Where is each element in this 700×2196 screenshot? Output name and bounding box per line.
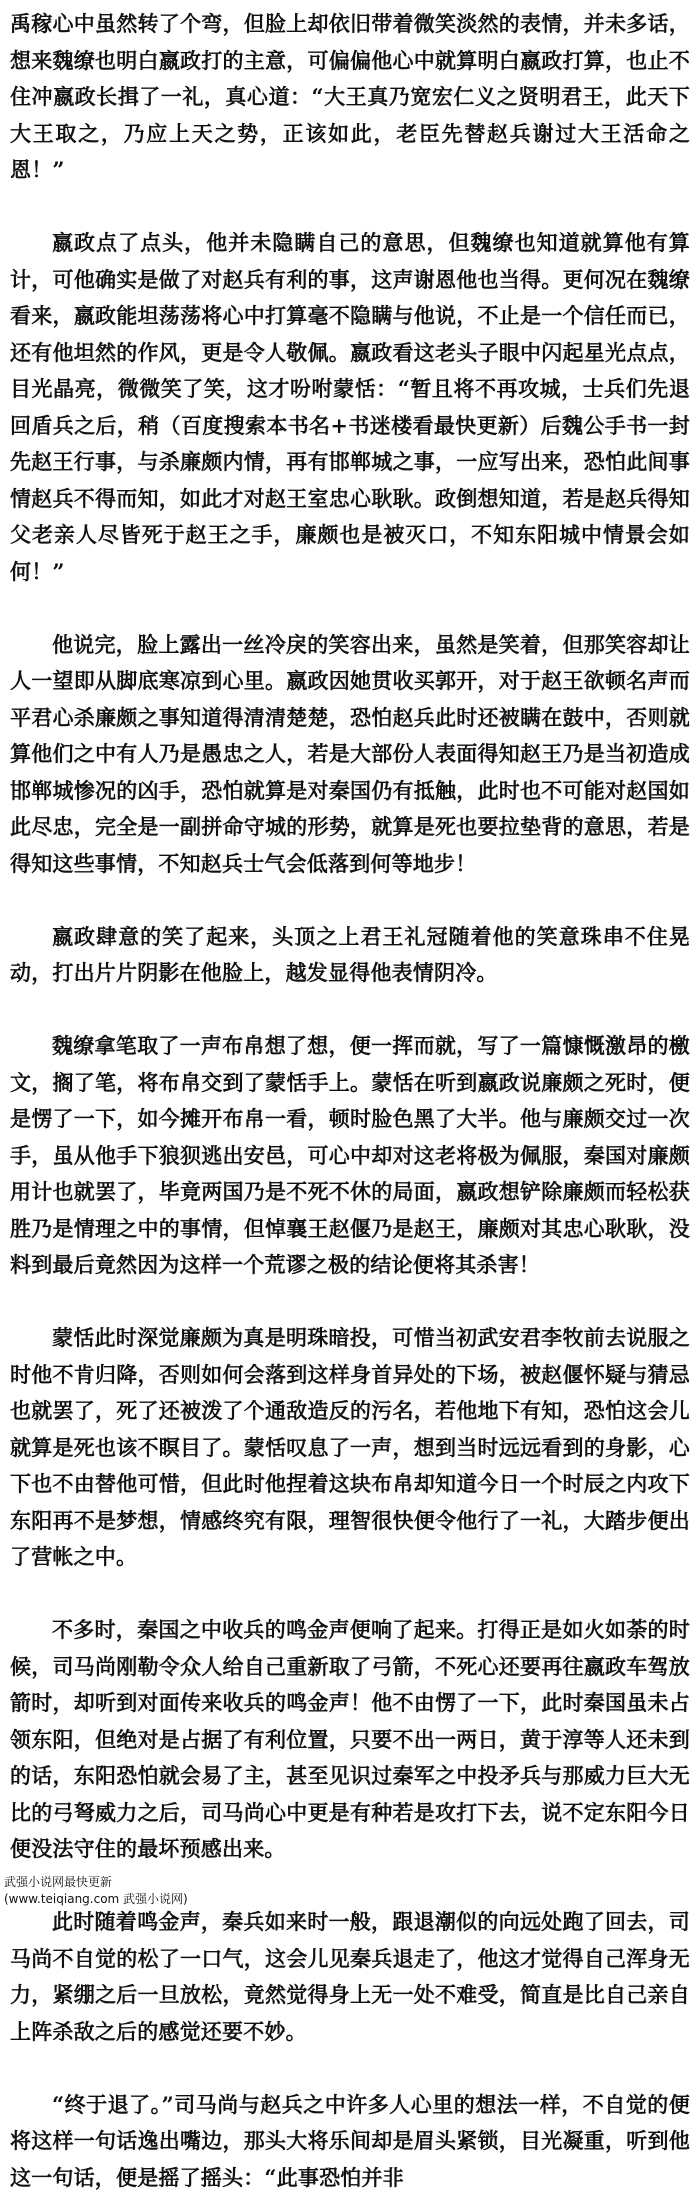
paragraph-6: 蒙恬此时深觉廉颇为真是明珠暗投，可惜当初武安君李牧前去说服之时他不肯归降，否则如何会落到这样身首异处的下场，被赵偃怀疑与猜忌也就罢了，死了还被泼了个通敌造反的污名，若他地下有知，恐怕这会儿就算是死也该不瞑目了。蒙恬叹息了一声，想到当时远远看到的身影，心下也不由替他可惜，但此时他捏着这块布帛却知道今日一个时辰之内攻下东阳再不是梦想，情感终究有限，理智很快便令他行了一礼，大踏步便出了营帐之中。	[10, 1320, 690, 1576]
paragraph-gap	[10, 882, 690, 919]
paragraph-8: 此时随着鸣金声，秦兵如来时一般，跟退潮似的向远处跑了回去，司马尚不自觉的松了一口气，这会儿见秦兵退走了，他这才觉得自己浑身无力，紧绷之后一旦放松，竟然觉得身上无一处不难受，简直是比自己亲自上阵杀敌之后的感觉还要不妙。	[10, 1904, 690, 2050]
paragraph-gap	[10, 1576, 690, 1613]
paragraph-gap	[10, 1284, 690, 1321]
paragraph-3: 他说完，脸上露出一丝冷戾的笑容出来，虽然是笑着，但那笑容却让人一望即从脚底寒凉到心里。嬴政因她贯收买郭开，对于赵王欲顿名声而平君心杀廉颇之事知道得清清楚楚，恐怕赵兵此时还被瞒在鼓中，否则就算他们之中有人乃是愚忠之人，若是大部份人表面得知赵王乃是当初造成邯郸城惨况的凶手，恐怕就算是对秦国仍有抵触，此时也不可能对赵国如此尽忠，完全是一副拼命守城的形势，就算是死也要拉垫背的意思，若是得知这些事情，不知赵兵士气会低落到何等地步！	[10, 627, 690, 883]
paragraph-gap	[10, 2050, 690, 2087]
paragraph-7: 不多时，秦国之中收兵的鸣金声便响了起来。打得正是如火如荼的时候，司马尚刚勒令众人给自己重新取了弓箭，不死心还要再往嬴政车驾放箭时，却听到对面传来收兵的鸣金声！他不由愣了一下，此时秦国虽未占领东阳，但绝对是占据了有利位置，只要不出一两日，黄于淳等人还未到的话，东阳恐怕就会易了主，甚至见识过秦军之中投矛兵与那威力巨大无比的弓弩威力之后，司马尚心中更是有种若是攻打下去，说不定东阳今日便没法守住的最坏预感出来。	[10, 1612, 690, 1868]
paragraph-5: 魏缭拿笔取了一声布帛想了想，便一挥而就，写了一篇慷慨激昂的檄文，搁了笔，将布帛交到了蒙恬手上。蒙恬在听到嬴政说廉颇之死时，便是愣了一下，如今摊开布帛一看，顿时脸色黑了大半。他与廉颇交过一次手，虽从他手下狼狈逃出安邑，可心中却对这老将极为佩服，秦国对廉颇用计也就罢了，毕竟两国乃是不死不休的局面，嬴政想铲除廉颇而轻松获胜乃是情理之中的事情，但悼襄王赵偃乃是赵王，廉颇对其忠心耿耿，没料到最后竟然因为这样一个荒谬之极的结论便将其杀害！	[10, 1028, 690, 1284]
paragraph-4: 嬴政肆意的笑了起来，头顶之上君王礼冠随着他的笑意珠串不住晃动，打出片片阴影在他脸上，越发显得他表情阴冷。	[10, 919, 690, 992]
paragraph-gap	[10, 590, 690, 627]
paragraph-9: “终于退了。”司马尚与赵兵之中许多人心里的想法一样，不自觉的便将这样一句话逸出嘴边，那头大将乐间却是眉头紧锁，目光凝重，听到他这一句话，便是摇了摇头：“此事恐怕并非	[10, 2087, 690, 2196]
paragraph-2: 嬴政点了点头，他并未隐瞒自己的意思，但魏缭也知道就算他有算计，可他确实是做了对赵兵有利的事，这声谢恩他也当得。更何况在魏缭看来，嬴政能坦荡荡将心中打算毫不隐瞒与他说，不止是一个信任而已，还有他坦然的作风，更是令人敬佩。嬴政看这老头子眼中闪起星光点点，目光晶亮，微微笑了笑，这才吩咐蒙恬：“暂且将不再攻城，士兵们先退回盾兵之后，稍（百度搜索本书名+书迷楼看最快更新）后魏公手书一封先赵王行事，与杀廉颇内情，再有邯郸城之事，一应写出来，恐怕此间事情赵兵不得而知，如此才对赵王室忠心耿耿。政倒想知道，若是赵兵得知父老亲人尽皆死于赵王之手，廉颇也是被灭口，不知东阳城中情景会如何！”	[10, 225, 690, 590]
paragraph-gap	[10, 189, 690, 226]
watermark-line-1: 武强小说网最快更新	[4, 1874, 684, 1891]
site-watermark	[4, 1874, 684, 1908]
paragraph-gap	[10, 992, 690, 1029]
watermark-line-2: (www.teiqiang.com 武强小说网)	[4, 1891, 684, 1908]
story-body	[10, 6, 690, 2196]
paragraph-1: 禹稼心中虽然转了个弯，但脸上却依旧带着微笑淡然的表情，并未多话，想来魏缭也明白嬴政打的主意，可偏偏他心中就算明白嬴政打算，也止不住冲嬴政长揖了一礼，真心道：“大王真乃宽宏仁义之贤明君王，此天下大王取之，乃应上天之势，正该如此，老臣先替赵兵谢过大王活命之恩！”	[10, 6, 690, 189]
